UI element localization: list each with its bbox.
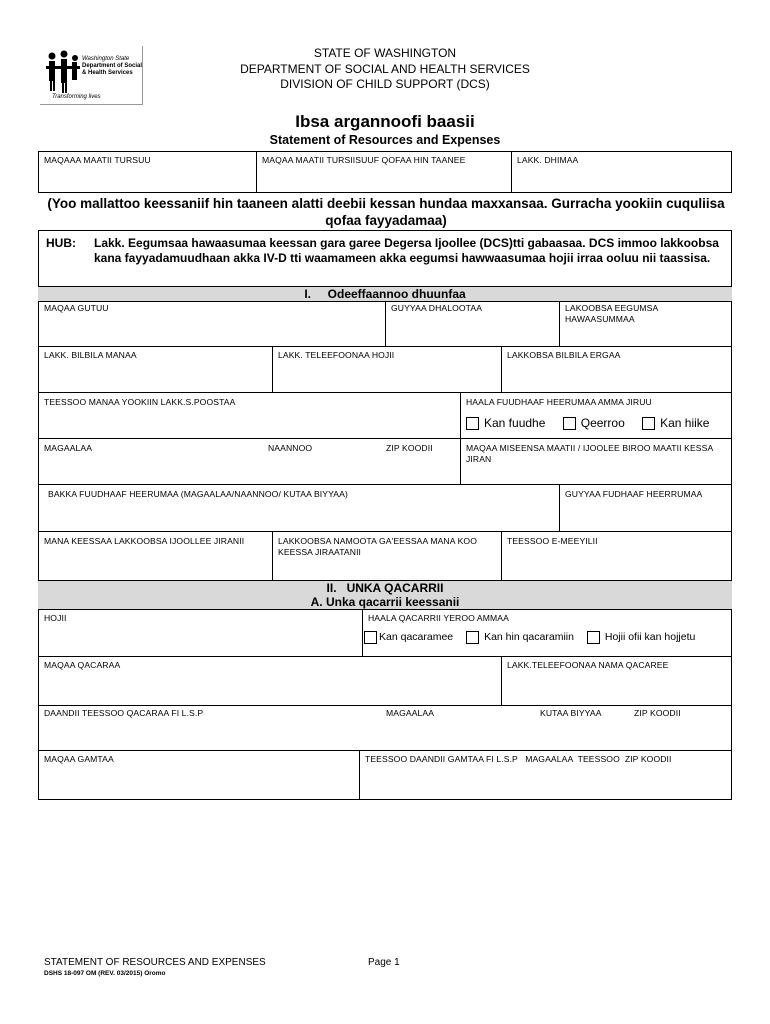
section-1-number: I. xyxy=(304,287,311,301)
full-name-field[interactable]: MAQAA GUTUU xyxy=(44,303,109,313)
payee-name-field[interactable]: MAQAA MAATII TURSIISUUF QOFAA HIN TAANEE xyxy=(262,155,466,165)
section-1-title: Odeeffaannoo dhuunfaa xyxy=(327,287,466,301)
employment-status-options xyxy=(364,631,705,644)
page-number: Page 1 xyxy=(368,957,400,968)
employer-state-field[interactable]: KUTAA BIYYAA xyxy=(540,708,602,718)
adults-count-field[interactable]: LAKKOOBSA NAMOOTA GA'EESSAA MANA KOO KEESSA JIRAATANII xyxy=(278,536,477,557)
self-employed-checkbox[interactable] xyxy=(587,631,600,644)
instructions-note: (Yoo mallattoo keessaniif hin taaneen alatti deebii kessan hundaa maxxansaa. Gurracha yookiin cuquliisa qofaa fayyadamaa) xyxy=(47,196,725,228)
state-heading: STATE OF WASHINGTON xyxy=(313,46,457,60)
hub-text: Lakk. Eegumsaa hawaasumaa keessan gara garee Degersa Ijoollee (DCS)tti gabaasaa. DCS immoo lakkoobsa kana fayyadamuudhaan akka IV-D tti waamameen akka eegumsi hawwaasumaa hojii irraa ooluu nii taassisa. xyxy=(94,236,719,265)
employed-label: Kan qacaramee xyxy=(379,631,454,644)
hub-notice xyxy=(46,236,726,265)
section-2-title: UNKA QACARRII xyxy=(346,581,444,595)
marriage-date-field[interactable]: GUYYAA FUDHAAF HEERRUMAA xyxy=(565,489,703,499)
job-field[interactable]: HOJII xyxy=(44,613,67,623)
department-heading: DEPARTMENT OF SOCIAL AND HEALTH SERVICES xyxy=(240,62,530,76)
union-address-field[interactable]: TEESSOO DAANDII GAMTAA FI L.S.P MAGAALAA TEESSOO ZIP KOODII xyxy=(365,754,672,764)
logo-line-2: Department of Social xyxy=(82,63,143,69)
work-phone-field[interactable]: LAKK. TELEEFOONAA HOJII xyxy=(278,350,395,360)
form-title: Ibsa argannoofi baasii xyxy=(295,112,475,131)
logo-tagline: Transforming lives xyxy=(52,94,101,100)
employed-checkbox[interactable] xyxy=(364,631,377,644)
message-phone-field[interactable]: LAKKOBSA BILBILA ERGAA xyxy=(507,350,621,360)
division-heading: DIVISION OF CHILD SUPPORT (DCS) xyxy=(280,77,490,91)
marriage-place-field[interactable]: BAKKA FUUDHAAF HEERUMAA (MAGAALAA/NAANNOO/ KUTAA BIYYAA) xyxy=(48,489,348,499)
address-field[interactable]: TEESSOO MANAA YOOKIIN LAKK.S.POOSTAA xyxy=(44,397,236,407)
section-2-number: II. xyxy=(326,581,337,595)
form-subtitle: Statement of Resources and Expenses xyxy=(269,133,501,147)
birth-date-field[interactable]: GUYYAA DHALOOTAA xyxy=(391,303,483,313)
section-2a-header xyxy=(38,595,732,610)
zip-field[interactable]: ZIP KOODII xyxy=(386,443,433,453)
single-checkbox[interactable] xyxy=(563,417,576,430)
case-number-field[interactable]: LAKK. DHIMAA xyxy=(517,155,579,165)
employer-address-field[interactable]: DAANDII TEESSOO QACARAA FI L.S.P xyxy=(44,708,204,718)
employer-city-field[interactable]: MAGAALAA xyxy=(386,708,435,718)
unemployed-checkbox[interactable] xyxy=(466,631,479,644)
county-field[interactable]: NAANNOO xyxy=(268,443,313,453)
payer-name-field[interactable]: MAQAAA MAATII TURSUU xyxy=(44,155,151,165)
employer-phone-field[interactable]: LAKK.TELEEFOONAA NAMA QACAREE xyxy=(507,660,669,670)
home-phone-field[interactable]: LAKK. BILBILA MANAA xyxy=(44,350,137,360)
logo-line-1: Washington State xyxy=(82,56,130,62)
employment-status-label: HAALA QACARRII YEROO AMMAA xyxy=(368,613,509,623)
footer-form-title: STATEMENT OF RESOURCES AND EXPENSES xyxy=(44,957,266,968)
marital-status-label: HAALA FUUDHAAF HEERUMAA AMMA JIRUU xyxy=(466,397,652,407)
email-field[interactable]: TEESSOO E-MEEYILII xyxy=(507,536,598,546)
section-1-header xyxy=(38,286,732,302)
footer-form-number: DSHS 18-097 OM (REV. 03/2015) Oromo xyxy=(44,970,166,977)
divorced-checkbox[interactable] xyxy=(642,417,655,430)
single-label: Qeerroo xyxy=(580,416,625,430)
unemployed-label: Kan hin qacaramiin xyxy=(484,631,574,644)
hub-label: HUB: xyxy=(46,236,76,250)
section-2-header xyxy=(38,580,732,596)
marital-status-options xyxy=(466,416,723,430)
married-checkbox[interactable] xyxy=(466,417,479,430)
union-name-field[interactable]: MAQAA GAMTAA xyxy=(44,754,114,764)
self-employed-label: Hojii ofii kan hojjetu xyxy=(604,631,696,644)
city-field[interactable]: MAGAALAA xyxy=(44,443,93,453)
employer-name-field[interactable]: MAQAA QACARAA xyxy=(44,660,121,670)
married-label: Kan fuudhe xyxy=(484,416,546,430)
family-members-field[interactable]: MAQAA MISEENSA MAATII / IJOOLEE BIROO MAATII KESSA JIRAN xyxy=(466,443,713,464)
section-2a-title: A. Unka qacarrii keessanii xyxy=(310,595,460,609)
logo-line-3: & Health Services xyxy=(82,70,133,76)
employer-zip-field[interactable]: ZIP KOODII xyxy=(634,708,681,718)
ssn-field[interactable]: LAKOOBSA EEGUMSA HAWAASUMMAA xyxy=(565,303,658,324)
divorced-label: Kan hiike xyxy=(660,416,710,430)
children-count-field[interactable]: MANA KEESSAA LAKKOOBSA IJOOLLEE JIRANII xyxy=(44,536,245,546)
